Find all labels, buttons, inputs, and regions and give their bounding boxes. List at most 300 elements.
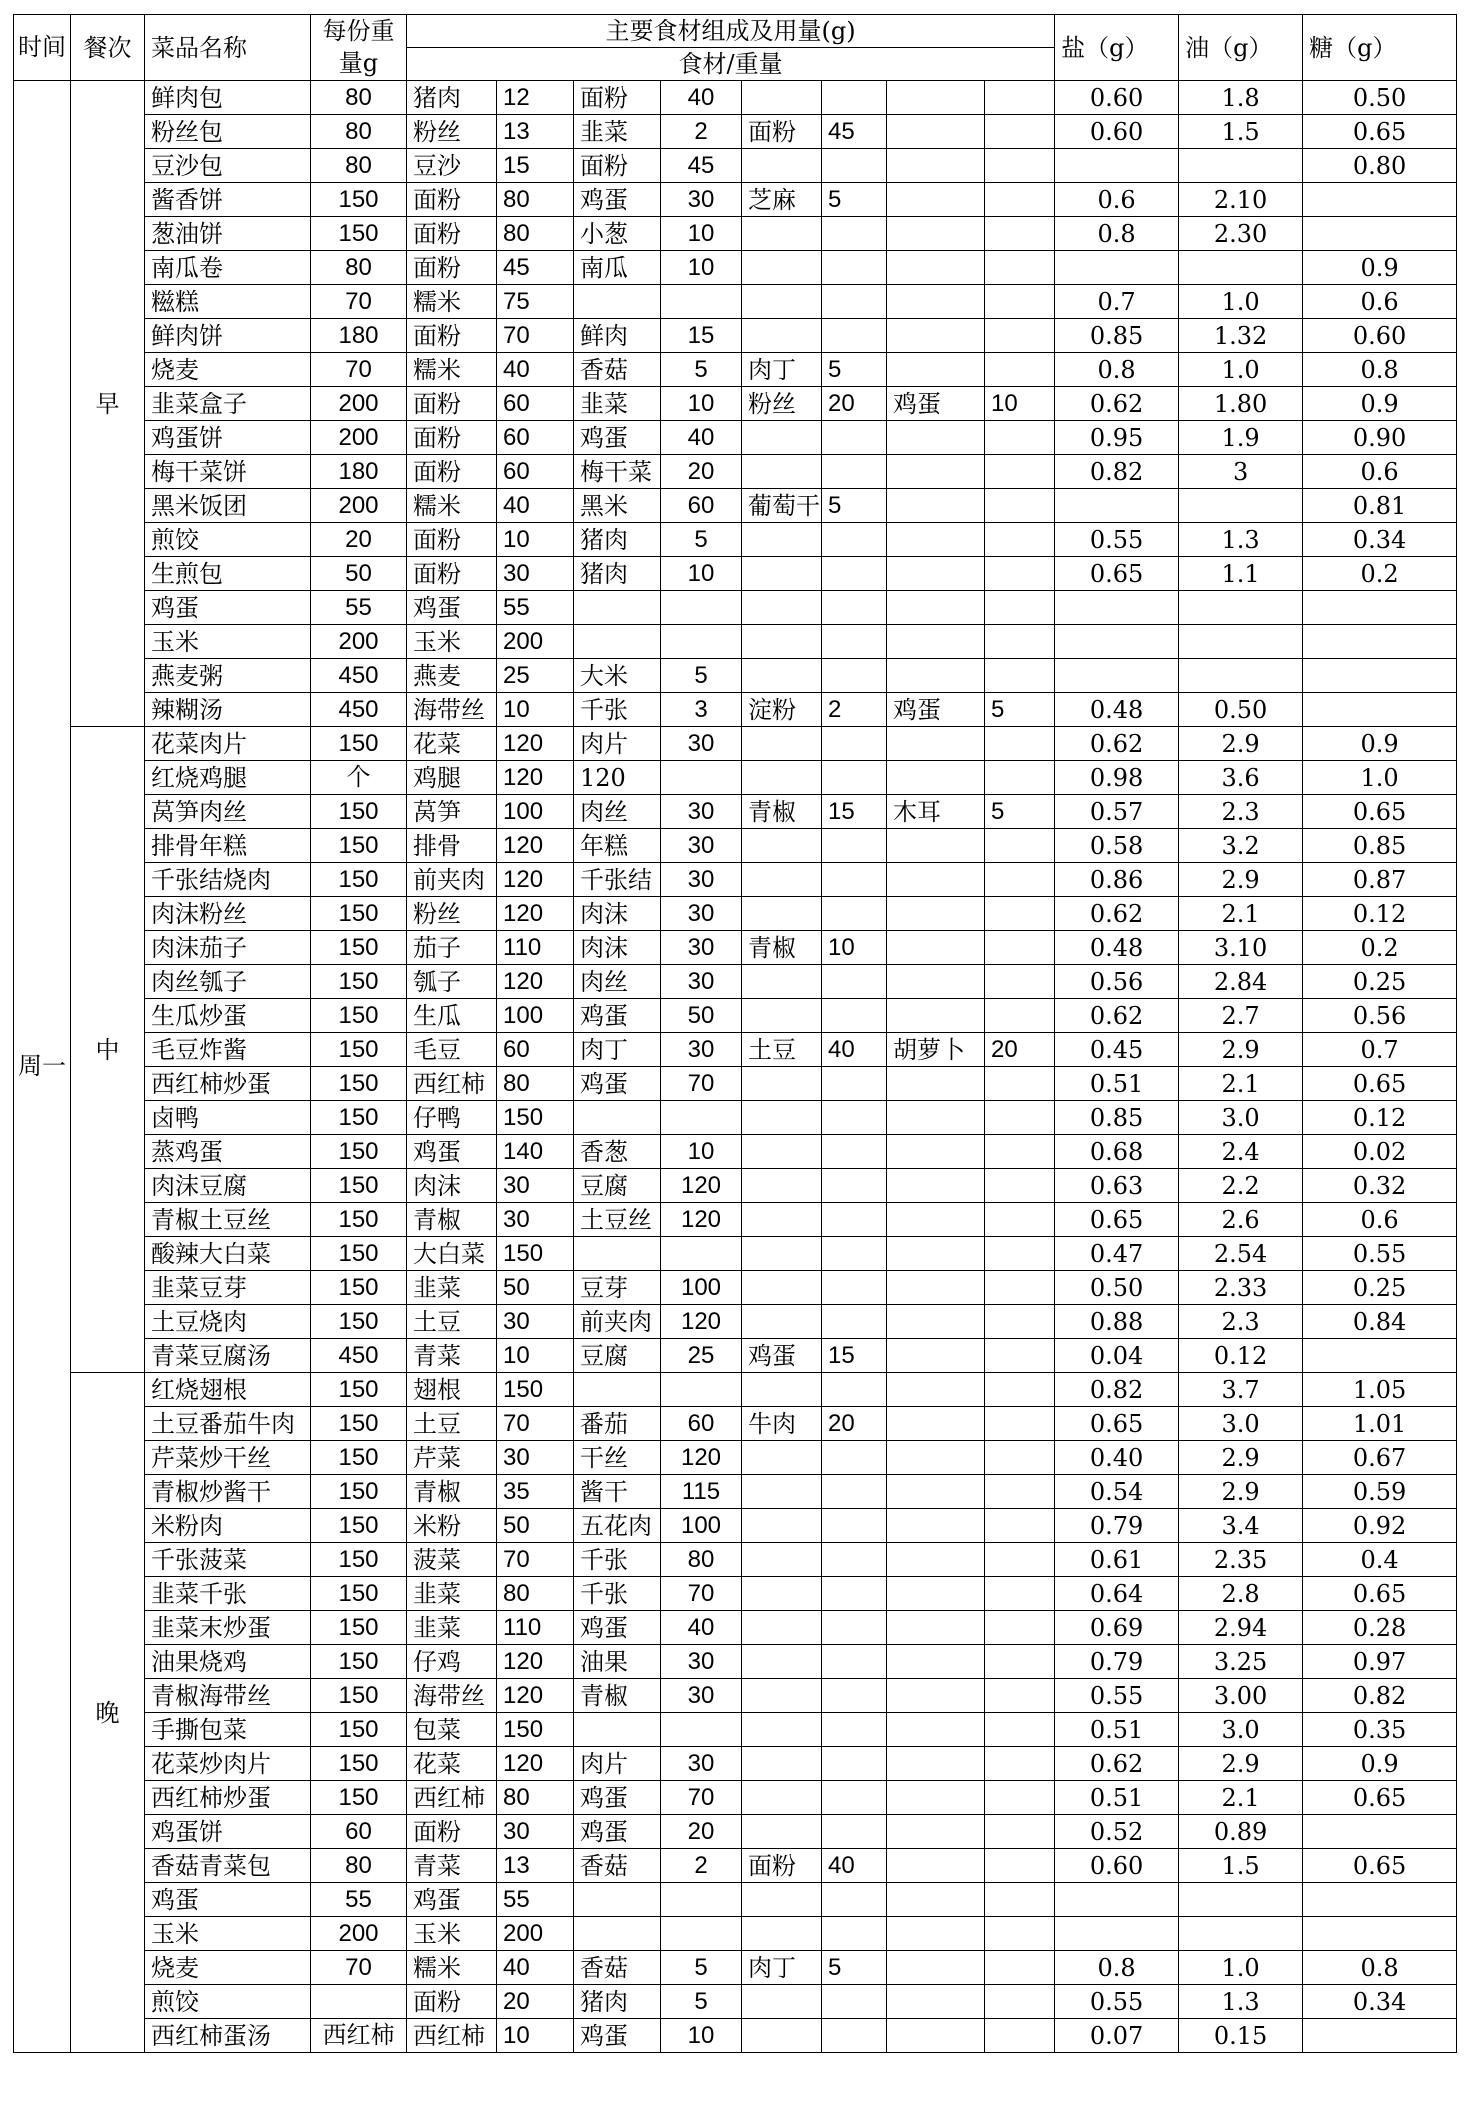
- sugar-value: 0.8: [1303, 1951, 1457, 1985]
- ingredient-2: 小葱: [574, 217, 661, 251]
- sugar-value: 0.6: [1303, 455, 1457, 489]
- quantity-3: [822, 1067, 887, 1101]
- salt-value: 0.62: [1055, 387, 1179, 421]
- ingredient-2: 鸡蛋: [574, 183, 661, 217]
- quantity-2: 5: [661, 1951, 742, 1985]
- oil-value: 2.2: [1179, 1169, 1303, 1203]
- ingredient-3: [742, 1203, 822, 1237]
- ingredient-3: [742, 897, 822, 931]
- quantity-3: [822, 1611, 887, 1645]
- ingredient-2: 千张: [574, 1577, 661, 1611]
- dish-name: 青菜豆腐汤: [145, 1339, 311, 1373]
- quantity-3: [822, 217, 887, 251]
- oil-value: 0.89: [1179, 1815, 1303, 1849]
- sugar-value: 0.65: [1303, 1577, 1457, 1611]
- ingredient-3: [742, 421, 822, 455]
- table-row: [14, 523, 1457, 557]
- quantity-1: 60: [497, 387, 574, 421]
- oil-value: 1.32: [1179, 319, 1303, 353]
- ingredient-1: 玉米: [407, 1917, 497, 1951]
- salt-value: 0.6: [1055, 183, 1179, 217]
- dish-name: 生瓜炒蛋: [145, 999, 311, 1033]
- dish-name: 鸡蛋: [145, 1883, 311, 1917]
- quantity-1: 70: [497, 1407, 574, 1441]
- sugar-value: 0.65: [1303, 115, 1457, 149]
- portion-weight: 150: [311, 1305, 407, 1339]
- ingredient-3: 青椒: [742, 795, 822, 829]
- quantity-2: 30: [661, 727, 742, 761]
- portion-weight: 150: [311, 183, 407, 217]
- oil-value: 2.3: [1179, 795, 1303, 829]
- sugar-value: 0.65: [1303, 795, 1457, 829]
- quantity-3: [822, 999, 887, 1033]
- ingredient-4: [887, 1577, 985, 1611]
- ingredient-1: 仔鸡: [407, 1645, 497, 1679]
- quantity-3: [822, 1475, 887, 1509]
- ingredient-2: 梅干菜: [574, 455, 661, 489]
- salt-value: 0.61: [1055, 1543, 1179, 1577]
- ingredient-4: [887, 999, 985, 1033]
- quantity-3: [822, 81, 887, 115]
- ingredient-1: 糯米: [407, 285, 497, 319]
- ingredient-2: [574, 1237, 661, 1271]
- quantity-1: 20: [497, 1985, 574, 2019]
- quantity-3: [822, 1509, 887, 1543]
- salt-value: 0.51: [1055, 1067, 1179, 1101]
- table-row: [14, 1373, 1457, 1407]
- oil-value: 2.9: [1179, 1033, 1303, 1067]
- oil-value: 2.8: [1179, 1577, 1303, 1611]
- quantity-3: [822, 1747, 887, 1781]
- oil-value: 1.0: [1179, 1951, 1303, 1985]
- ingredient-2: 前夹肉: [574, 1305, 661, 1339]
- sugar-value: 0.60: [1303, 319, 1457, 353]
- dish-name: 莴笋肉丝: [145, 795, 311, 829]
- ingredient-1: 豆沙: [407, 149, 497, 183]
- ingredient-4: [887, 1645, 985, 1679]
- quantity-3: [822, 523, 887, 557]
- ingredient-2: 土豆丝: [574, 1203, 661, 1237]
- quantity-3: [822, 1237, 887, 1271]
- ingredient-1: 粉丝: [407, 115, 497, 149]
- quantity-3: [822, 1169, 887, 1203]
- ingredient-4: [887, 1169, 985, 1203]
- quantity-4: [985, 1543, 1055, 1577]
- ingredient-4: 木耳: [887, 795, 985, 829]
- portion-weight: 150: [311, 1611, 407, 1645]
- quantity-3: [822, 1373, 887, 1407]
- oil-value: 1.1: [1179, 557, 1303, 591]
- header-row-1: [14, 15, 1457, 48]
- ingredient-4: [887, 557, 985, 591]
- sugar-value: 0.9: [1303, 387, 1457, 421]
- oil-value: 1.0: [1179, 285, 1303, 319]
- ingredient-4: [887, 1407, 985, 1441]
- salt-value: 0.64: [1055, 1577, 1179, 1611]
- salt-value: 0.68: [1055, 1135, 1179, 1169]
- quantity-4: [985, 863, 1055, 897]
- salt-value: 0.8: [1055, 217, 1179, 251]
- salt-value: 0.86: [1055, 863, 1179, 897]
- salt-value: 0.47: [1055, 1237, 1179, 1271]
- ingredient-3: [742, 1373, 822, 1407]
- ingredient-2: 青椒: [574, 1679, 661, 1713]
- sugar-value: 0.2: [1303, 931, 1457, 965]
- quantity-4: [985, 1577, 1055, 1611]
- quantity-1: 10: [497, 1339, 574, 1373]
- sugar-value: 0.67: [1303, 1441, 1457, 1475]
- quantity-3: [822, 591, 887, 625]
- sugar-value: 0.81: [1303, 489, 1457, 523]
- ingredient-3: 芝麻: [742, 183, 822, 217]
- quantity-3: [822, 1781, 887, 1815]
- ingredient-1: 瓠子: [407, 965, 497, 999]
- quantity-3: [822, 659, 887, 693]
- sugar-value: 0.82: [1303, 1679, 1457, 1713]
- sugar-value: 0.80: [1303, 149, 1457, 183]
- ingredient-2: 猪肉: [574, 523, 661, 557]
- quantity-1: 120: [497, 829, 574, 863]
- ingredient-1: 青菜: [407, 1849, 497, 1883]
- portion-weight: 150: [311, 1169, 407, 1203]
- dish-name: 西红柿炒蛋: [145, 1781, 311, 1815]
- ingredient-1: 面粉: [407, 251, 497, 285]
- ingredient-3: [742, 965, 822, 999]
- ingredient-3: [742, 1237, 822, 1271]
- ingredient-2: [574, 285, 661, 319]
- quantity-3: [822, 455, 887, 489]
- dish-name: 手撕包菜: [145, 1713, 311, 1747]
- ingredient-4: [887, 1305, 985, 1339]
- salt-value: 0.07: [1055, 2019, 1179, 2053]
- table-row: [14, 1033, 1457, 1067]
- portion-weight: 55: [311, 591, 407, 625]
- dish-name: 豆沙包: [145, 149, 311, 183]
- quantity-1: 55: [497, 1883, 574, 1917]
- dish-name: 韭菜盒子: [145, 387, 311, 421]
- quantity-4: [985, 999, 1055, 1033]
- dish-name: 米粉肉: [145, 1509, 311, 1543]
- quantity-4: [985, 1815, 1055, 1849]
- portion-weight: 150: [311, 1067, 407, 1101]
- quantity-3: [822, 251, 887, 285]
- ingredient-1: 仔鸭: [407, 1101, 497, 1135]
- portion-weight: 150: [311, 1441, 407, 1475]
- table-row: [14, 897, 1457, 931]
- quantity-1: 120: [497, 1747, 574, 1781]
- portion-weight: 150: [311, 1577, 407, 1611]
- quantity-4: [985, 455, 1055, 489]
- ingredient-3: [742, 1543, 822, 1577]
- ingredient-4: [887, 455, 985, 489]
- quantity-1: 30: [497, 1169, 574, 1203]
- ingredient-1: 青菜: [407, 1339, 497, 1373]
- dish-name: 燕麦粥: [145, 659, 311, 693]
- quantity-2: 10: [661, 217, 742, 251]
- dish-name: 煎饺: [145, 1985, 311, 2019]
- sugar-value: 0.85: [1303, 829, 1457, 863]
- salt-value: 0.54: [1055, 1475, 1179, 1509]
- salt-value: [1055, 1883, 1179, 1917]
- quantity-3: [822, 285, 887, 319]
- quantity-3: [822, 761, 887, 795]
- quantity-3: [822, 727, 887, 761]
- meal-label: 晚: [71, 1373, 145, 2053]
- ingredient-3: [742, 591, 822, 625]
- header-weight: 每份重量g: [311, 15, 407, 81]
- quantity-1: 100: [497, 795, 574, 829]
- quantity-4: [985, 217, 1055, 251]
- salt-value: 0.48: [1055, 931, 1179, 965]
- ingredient-1: 海带丝: [407, 1679, 497, 1713]
- ingredient-4: [887, 727, 985, 761]
- sugar-value: 0.28: [1303, 1611, 1457, 1645]
- quantity-2: [661, 1713, 742, 1747]
- quantity-1: 80: [497, 217, 574, 251]
- table-row: [14, 727, 1457, 761]
- table-row: [14, 455, 1457, 489]
- table-row: [14, 965, 1457, 999]
- ingredient-3: [742, 319, 822, 353]
- salt-value: 0.60: [1055, 115, 1179, 149]
- table-row: [14, 659, 1457, 693]
- salt-value: 0.58: [1055, 829, 1179, 863]
- table-row: [14, 693, 1457, 727]
- quantity-1: 70: [497, 1543, 574, 1577]
- quantity-2: 30: [661, 1645, 742, 1679]
- quantity-1: 120: [497, 761, 574, 795]
- ingredient-2: 鸡蛋: [574, 1781, 661, 1815]
- table-row: [14, 1169, 1457, 1203]
- sugar-value: 0.92: [1303, 1509, 1457, 1543]
- quantity-1: 50: [497, 1509, 574, 1543]
- header-sugar: 糖（g）: [1303, 15, 1457, 81]
- sugar-value: 0.12: [1303, 897, 1457, 931]
- table-row: [14, 387, 1457, 421]
- salt-value: 0.88: [1055, 1305, 1179, 1339]
- quantity-1: 50: [497, 1271, 574, 1305]
- ingredient-4: [887, 1271, 985, 1305]
- quantity-2: [661, 1237, 742, 1271]
- ingredient-2: 猪肉: [574, 557, 661, 591]
- quantity-1: 120: [497, 1679, 574, 1713]
- table-row: [14, 421, 1457, 455]
- ingredient-1: 海带丝: [407, 693, 497, 727]
- oil-value: 2.9: [1179, 727, 1303, 761]
- table-row: [14, 625, 1457, 659]
- portion-weight: 150: [311, 727, 407, 761]
- ingredient-3: [742, 557, 822, 591]
- ingredient-4: [887, 625, 985, 659]
- ingredient-4: [887, 829, 985, 863]
- header-time: 时间: [14, 15, 71, 81]
- portion-weight: 150: [311, 999, 407, 1033]
- portion-weight: 60: [311, 1815, 407, 1849]
- ingredient-4: [887, 1985, 985, 2019]
- portion-weight: 150: [311, 1101, 407, 1135]
- quantity-3: [822, 625, 887, 659]
- dish-name: 粉丝包: [145, 115, 311, 149]
- salt-value: 0.7: [1055, 285, 1179, 319]
- portion-weight: 150: [311, 1203, 407, 1237]
- ingredient-4: 鸡蛋: [887, 693, 985, 727]
- ingredient-2: 豆芽: [574, 1271, 661, 1305]
- quantity-1: 35: [497, 1475, 574, 1509]
- table-row: [14, 353, 1457, 387]
- quantity-1: 120: [497, 727, 574, 761]
- ingredient-3: [742, 1101, 822, 1135]
- sugar-value: 0.02: [1303, 1135, 1457, 1169]
- quantity-2: 5: [661, 659, 742, 693]
- oil-value: 2.1: [1179, 897, 1303, 931]
- oil-value: 1.3: [1179, 523, 1303, 557]
- portion-weight: 150: [311, 1543, 407, 1577]
- ingredient-2: [574, 1917, 661, 1951]
- dish-name: 蒸鸡蛋: [145, 1135, 311, 1169]
- dish-name: 肉沫豆腐: [145, 1169, 311, 1203]
- oil-value: 3.10: [1179, 931, 1303, 965]
- ingredient-3: [742, 1067, 822, 1101]
- ingredient-4: [887, 251, 985, 285]
- quantity-2: 40: [661, 1611, 742, 1645]
- quantity-2: 40: [661, 81, 742, 115]
- table-row: [14, 1237, 1457, 1271]
- table-row: [14, 115, 1457, 149]
- quantity-1: 150: [497, 1373, 574, 1407]
- ingredient-2: 年糕: [574, 829, 661, 863]
- dish-name: 油果烧鸡: [145, 1645, 311, 1679]
- ingredient-2: 面粉: [574, 149, 661, 183]
- dish-name: 梅干菜饼: [145, 455, 311, 489]
- sugar-value: 0.35: [1303, 1713, 1457, 1747]
- salt-value: 0.8: [1055, 1951, 1179, 1985]
- quantity-1: 30: [497, 557, 574, 591]
- salt-value: 0.79: [1055, 1509, 1179, 1543]
- ingredient-1: 面粉: [407, 217, 497, 251]
- ingredient-2: 面粉: [574, 81, 661, 115]
- ingredient-2: 肉沫: [574, 931, 661, 965]
- ingredient-1: 燕麦: [407, 659, 497, 693]
- oil-value: 0.50: [1179, 693, 1303, 727]
- quantity-2: 70: [661, 1577, 742, 1611]
- table-row: [14, 1815, 1457, 1849]
- dish-name: 红烧翅根: [145, 1373, 311, 1407]
- ingredient-3: [742, 727, 822, 761]
- ingredient-4: 鸡蛋: [887, 387, 985, 421]
- menu-table: [13, 14, 1457, 2053]
- oil-value: 2.94: [1179, 1611, 1303, 1645]
- portion-weight: 西红柿: [311, 2019, 407, 2053]
- ingredient-1: 青椒: [407, 1203, 497, 1237]
- table-row: [14, 1475, 1457, 1509]
- sugar-value: 0.34: [1303, 1985, 1457, 2019]
- sugar-value: 0.87: [1303, 863, 1457, 897]
- ingredient-2: 肉沫: [574, 897, 661, 931]
- ingredient-4: [887, 1067, 985, 1101]
- quantity-1: 150: [497, 1101, 574, 1135]
- oil-value: [1179, 659, 1303, 693]
- salt-value: 0.57: [1055, 795, 1179, 829]
- table-row: [14, 1985, 1457, 2019]
- portion-weight: 150: [311, 1237, 407, 1271]
- quantity-2: 20: [661, 1815, 742, 1849]
- portion-weight: 80: [311, 251, 407, 285]
- table-row: [14, 1781, 1457, 1815]
- dish-name: 土豆烧肉: [145, 1305, 311, 1339]
- sugar-value: 0.6: [1303, 285, 1457, 319]
- table-row: [14, 1339, 1457, 1373]
- quantity-3: [822, 1713, 887, 1747]
- table-row: [14, 999, 1457, 1033]
- ingredient-2: 千张: [574, 693, 661, 727]
- quantity-4: [985, 523, 1055, 557]
- oil-value: 3.7: [1179, 1373, 1303, 1407]
- table-row: [14, 1067, 1457, 1101]
- salt-value: 0.55: [1055, 523, 1179, 557]
- sugar-value: [1303, 2019, 1457, 2053]
- ingredient-4: [887, 863, 985, 897]
- quantity-4: [985, 1373, 1055, 1407]
- ingredient-1: 面粉: [407, 455, 497, 489]
- ingredient-4: [887, 217, 985, 251]
- quantity-1: 30: [497, 1441, 574, 1475]
- quantity-1: 120: [497, 965, 574, 999]
- table-row: [14, 863, 1457, 897]
- sugar-value: [1303, 1917, 1457, 1951]
- quantity-4: [985, 1169, 1055, 1203]
- salt-value: 0.60: [1055, 81, 1179, 115]
- quantity-1: 40: [497, 1951, 574, 1985]
- portion-weight: 150: [311, 897, 407, 931]
- ingredient-3: 肉丁: [742, 1951, 822, 1985]
- dish-name: 西红柿炒蛋: [145, 1067, 311, 1101]
- portion-weight: 200: [311, 421, 407, 455]
- dish-name: 肉沫粉丝: [145, 897, 311, 931]
- sugar-value: 0.25: [1303, 965, 1457, 999]
- oil-value: 3.0: [1179, 1713, 1303, 1747]
- ingredient-3: 粉丝: [742, 387, 822, 421]
- ingredient-1: 糯米: [407, 1951, 497, 1985]
- ingredient-1: 糯米: [407, 489, 497, 523]
- table-row: [14, 1747, 1457, 1781]
- salt-value: 0.65: [1055, 1203, 1179, 1237]
- quantity-1: 75: [497, 285, 574, 319]
- portion-weight: 450: [311, 693, 407, 727]
- quantity-3: 40: [822, 1033, 887, 1067]
- quantity-1: 110: [497, 1611, 574, 1645]
- salt-value: 0.55: [1055, 1985, 1179, 2019]
- sugar-value: [1303, 1339, 1457, 1373]
- portion-weight: 150: [311, 931, 407, 965]
- table-row: [14, 1713, 1457, 1747]
- quantity-2: 100: [661, 1509, 742, 1543]
- ingredient-4: [887, 591, 985, 625]
- ingredient-2: 肉片: [574, 727, 661, 761]
- quantity-3: [822, 897, 887, 931]
- ingredient-3: [742, 999, 822, 1033]
- ingredient-3: [742, 625, 822, 659]
- salt-value: 0.62: [1055, 1747, 1179, 1781]
- salt-value: 0.63: [1055, 1169, 1179, 1203]
- ingredient-1: 糯米: [407, 353, 497, 387]
- ingredient-2: 鸡蛋: [574, 2019, 661, 2053]
- dish-name: 烧麦: [145, 353, 311, 387]
- ingredient-3: [742, 81, 822, 115]
- salt-value: 0.62: [1055, 897, 1179, 931]
- ingredient-2: 鲜肉: [574, 319, 661, 353]
- sugar-value: 0.32: [1303, 1169, 1457, 1203]
- ingredient-3: [742, 1679, 822, 1713]
